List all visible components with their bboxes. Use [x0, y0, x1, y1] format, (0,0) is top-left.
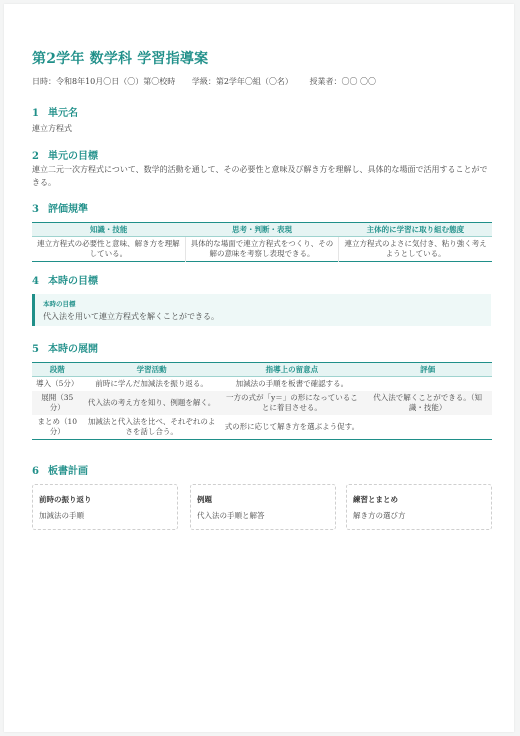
section-heading-board — [32, 462, 88, 477]
criteria-header-knowledge: 知識・技能 — [32, 223, 185, 237]
flow-cell-activity: 代入法の考え方を知り、例題を解く。 — [83, 391, 221, 415]
lesson-meta — [32, 76, 390, 87]
lesson-goal-box — [32, 294, 491, 326]
table-row — [32, 237, 492, 262]
section-title: 板書計画 — [48, 466, 88, 477]
flow-header-evaluation: 評価 — [363, 363, 492, 377]
criteria-cell-knowledge: 連立方程式の必要性と意味、解き方を理解している。 — [37, 239, 180, 258]
section-heading-lesson-goal — [32, 272, 98, 287]
section-number: 1 — [32, 108, 39, 119]
flow-cell-stage: 展開（35分） — [32, 391, 83, 415]
section-title: 単元の目標 — [48, 151, 98, 162]
board-box-review — [32, 484, 178, 530]
criteria-header-attitude: 主体的に学習に取り組む態度 — [339, 223, 492, 237]
flow-cell-stage: まとめ（10分） — [37, 417, 78, 436]
flow-cell-activity: 加減法と代入法を比べ、それぞれのよさを話し合う。 — [87, 417, 216, 436]
flow-cell-evaluation: 代入法で解くことができる。（知識・技能） — [363, 391, 492, 415]
board-box-text: 解き方の選び方 — [353, 511, 406, 520]
flow-cell-evaluation — [363, 415, 492, 440]
flow-cell-evaluation — [363, 377, 492, 392]
board-box-title: 例題 — [197, 495, 212, 504]
meta-teacher: 授業者：〇〇 〇〇 — [309, 77, 377, 86]
lesson-goal-text: 代入法を用いて連立方程式を解くことができる。 — [43, 312, 219, 321]
flow-cell-notes: 式の形に応じて解き方を選ぶよう促す。 — [224, 422, 360, 431]
criteria-cell-thinking: 具体的な場面で連立方程式をつくり、その解の意味を考察し表現できる。 — [185, 237, 339, 262]
flow-header-row — [32, 363, 492, 377]
board-box-practice — [346, 484, 492, 530]
lesson-flow-table — [32, 362, 492, 440]
meta-date: 日時：令和8年10月〇日（〇）第〇校時 — [32, 77, 176, 86]
meta-class: 学級：第2学年〇組（〇名） — [191, 77, 293, 86]
page-title: 第2学年 数学科 学習指導案 — [32, 51, 209, 67]
section-number: 3 — [32, 204, 39, 215]
table-row — [32, 377, 492, 392]
section-number: 6 — [32, 466, 39, 477]
section-title: 単元名 — [48, 108, 78, 119]
flow-cell-stage: 導入（5分） — [36, 379, 79, 388]
section-heading-flow — [32, 340, 98, 355]
table-row — [32, 391, 492, 415]
board-box-text: 代入法の手順と解答 — [197, 511, 265, 520]
flow-cell-notes: 一方の式が「y＝」の形になっていることに着目させる。 — [221, 391, 364, 415]
section-number: 4 — [32, 276, 39, 287]
board-box-title: 前時の振り返り — [39, 495, 92, 504]
section-title: 評価規準 — [48, 204, 88, 215]
section-title: 本時の展開 — [48, 344, 98, 355]
flow-header-activity: 学習活動 — [83, 363, 221, 377]
lesson-goal-label: 本時の目標 — [43, 300, 76, 308]
section-number: 2 — [32, 151, 39, 162]
section-heading-unit-goal — [32, 147, 98, 162]
section-heading-criteria — [32, 200, 88, 215]
board-box-title: 練習とまとめ — [353, 495, 398, 504]
criteria-cell-attitude: 連立方程式のよさに気付き、粘り強く考えようとしている。 — [339, 237, 492, 262]
board-box-text: 加減法の手順 — [39, 511, 84, 520]
section-title: 本時の目標 — [48, 276, 98, 287]
flow-cell-notes: 加減法の手順を板書で確認する。 — [235, 379, 349, 388]
board-box-example — [190, 484, 336, 530]
flow-header-stage: 段階 — [32, 363, 83, 377]
document-page — [4, 4, 514, 732]
unit-name-text: 連立方程式 — [32, 124, 72, 133]
criteria-table — [32, 222, 492, 262]
flow-header-notes: 指導上の留意点 — [221, 363, 364, 377]
criteria-header-row — [32, 223, 492, 237]
table-row — [32, 415, 492, 440]
flow-cell-activity: 前時に学んだ加減法を振り返る。 — [95, 379, 208, 388]
criteria-header-thinking: 思考・判断・表現 — [185, 223, 339, 237]
section-heading-unit — [32, 104, 78, 119]
section-number: 5 — [32, 344, 39, 355]
unit-goal-text: 連立二元一次方程式について、数学的活動を通して、その必要性と意味及び解き方を理解し、具体的な場面で活用することができる。 — [32, 165, 488, 187]
